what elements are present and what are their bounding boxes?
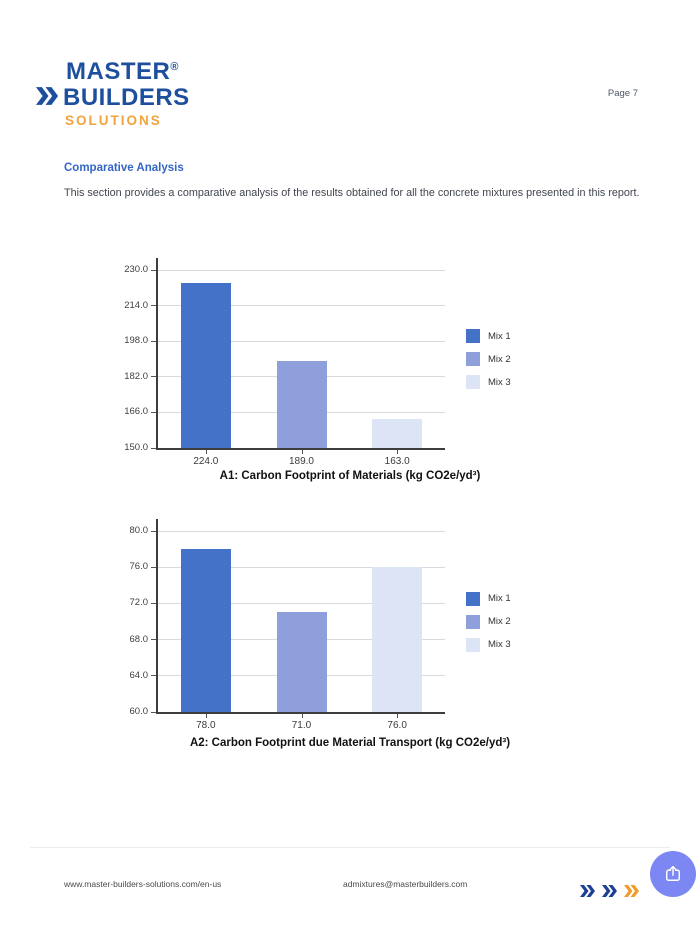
legend-label: Mix 3 <box>488 376 511 388</box>
y-axis <box>156 519 158 714</box>
legend-swatch-icon <box>466 592 480 606</box>
share-button[interactable] <box>650 851 696 897</box>
bar-mix-3 <box>372 567 422 712</box>
legend-item <box>466 638 511 652</box>
y-tick-label: 68.0 <box>129 633 148 645</box>
chart-legend <box>466 329 511 389</box>
y-tick-label: 60.0 <box>129 706 148 717</box>
chart-title: A2: Carbon Footprint due Material Transport (kg CO2e/yd³) <box>189 737 511 749</box>
legend-item <box>466 352 511 366</box>
bar-mix-1 <box>181 549 231 712</box>
x-tick-label: 76.0 <box>387 720 407 731</box>
x-tick <box>302 714 303 718</box>
footer-divider <box>30 847 670 848</box>
x-tick-label: 163.0 <box>384 456 410 467</box>
x-tick-label: 189.0 <box>288 456 314 467</box>
x-axis <box>156 448 445 450</box>
legend-swatch-icon <box>466 638 480 652</box>
chart-title: A1: Carbon Footprint of Materials (kg CO2e/yd³) <box>219 470 481 482</box>
y-tick-label: 80.0 <box>129 525 148 536</box>
chart-a2-carbon-footprint-transport <box>100 519 600 759</box>
y-gridline <box>158 270 445 271</box>
footer-chevron-marks <box>580 885 641 897</box>
bar-mix-1 <box>181 283 231 448</box>
legend-item <box>466 375 511 389</box>
section-heading: Comparative Analysis <box>64 162 184 174</box>
footer-website-link[interactable]: www.master-builders-solutions.com/en-us <box>64 879 222 889</box>
chart-legend <box>466 592 511 652</box>
legend-label: Mix 1 <box>488 330 511 342</box>
y-tick-label: 150.0 <box>124 442 148 453</box>
x-tick <box>206 450 207 454</box>
legend-label: Mix 2 <box>488 353 511 365</box>
legend-item <box>466 592 511 606</box>
legend-swatch-icon <box>466 615 480 629</box>
y-tick-label: 64.0 <box>129 669 148 681</box>
y-tick-label: 166.0 <box>124 406 148 418</box>
registered-mark: ® <box>170 61 179 73</box>
master-builders-logo <box>36 58 236 134</box>
logo-word-solutions: SOLUTIONS <box>65 113 162 128</box>
bar-mix-3 <box>372 419 422 448</box>
x-tick-label: 224.0 <box>193 456 219 467</box>
x-tick-label: 78.0 <box>196 720 216 731</box>
legend-item <box>466 329 511 343</box>
y-tick-label: 76.0 <box>129 561 148 573</box>
double-chevron-icon <box>602 885 619 897</box>
x-tick <box>302 450 303 454</box>
legend-label: Mix 2 <box>488 616 511 627</box>
y-tick-label: 198.0 <box>124 335 148 347</box>
double-chevron-icon <box>624 885 641 897</box>
x-tick-label: 71.0 <box>291 720 312 731</box>
legend-swatch-icon <box>466 329 480 343</box>
y-tick-label: 72.0 <box>129 597 148 609</box>
x-tick <box>206 714 207 718</box>
logo-master-text: MASTER <box>66 58 171 85</box>
double-chevron-icon <box>36 87 61 105</box>
bar-mix-2 <box>277 612 327 712</box>
x-tick <box>397 450 398 454</box>
share-upload-icon <box>663 864 683 884</box>
y-gridline <box>158 531 445 532</box>
legend-swatch-icon <box>466 375 480 389</box>
x-axis <box>156 712 445 714</box>
y-tick-label: 182.0 <box>124 370 148 382</box>
double-chevron-icon <box>580 885 597 897</box>
footer-email-link[interactable]: admixtures@masterbuilders.com <box>343 879 468 889</box>
y-tick-label: 214.0 <box>124 299 148 311</box>
legend-label: Mix 1 <box>488 593 511 604</box>
legend-label: Mix 3 <box>488 639 511 650</box>
section-body-text: This section provides a comparative analysis of the results obtained for all the concrete mixtures presented in this report. <box>64 187 640 199</box>
y-tick-label: 230.0 <box>124 264 148 275</box>
bar-mix-2 <box>277 361 327 448</box>
page-number: Page 7 <box>607 88 638 99</box>
x-tick <box>397 714 398 718</box>
chart-a1-carbon-footprint-materials <box>100 258 600 493</box>
logo-word-master <box>66 58 179 86</box>
legend-swatch-icon <box>466 352 480 366</box>
y-axis <box>156 258 158 450</box>
legend-item <box>466 615 511 629</box>
logo-word-builders: BUILDERS <box>63 84 190 111</box>
